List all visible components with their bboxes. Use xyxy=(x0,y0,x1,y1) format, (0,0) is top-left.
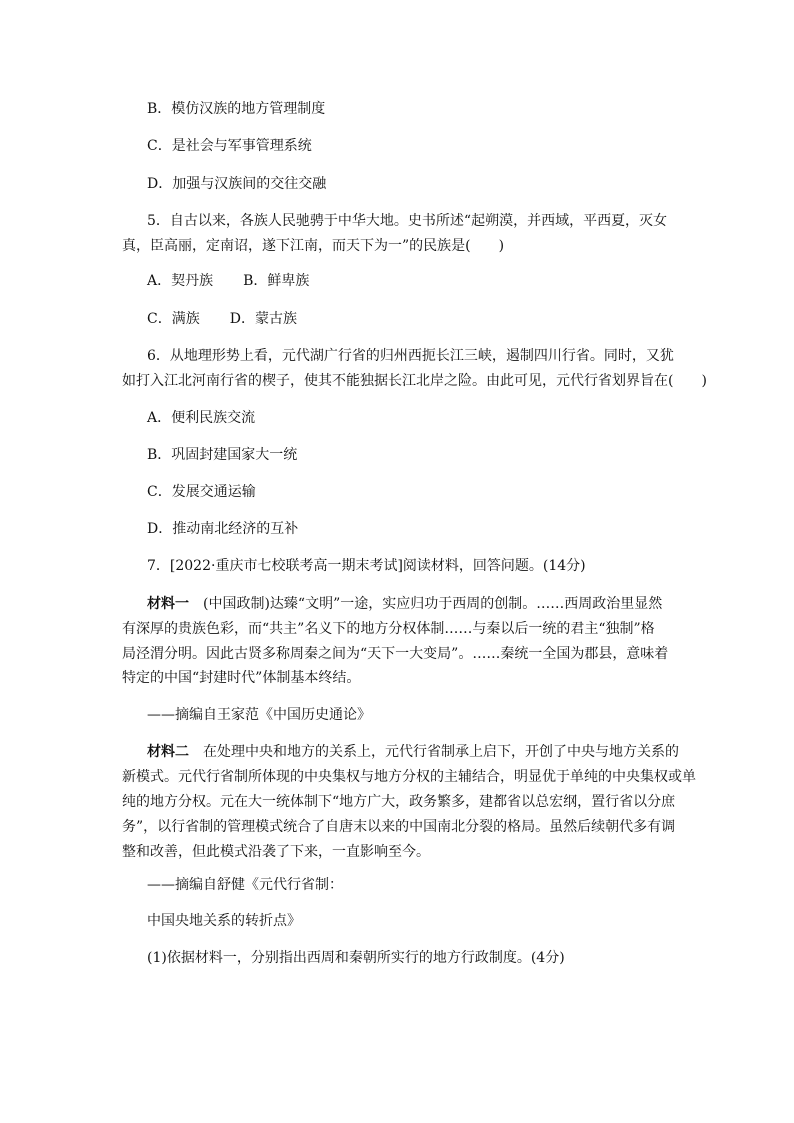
material-1-line-3: 局泾渭分明。因此古贤多称周秦之间为“天下一大变局”。……秦统一全国为郡县，意味着 xyxy=(122,646,669,662)
q5-option-a: A．契丹族 xyxy=(147,273,214,289)
q4-option-c: C．是社会与军事管理系统 xyxy=(147,138,312,154)
q7-stem: 7．[2022·重庆市七校联考高一期末考试]阅读材料，回答问题。(14分) xyxy=(147,558,586,574)
material-2-line-1 xyxy=(147,743,679,761)
q4-option-b: B．模仿汉族的地方管理制度 xyxy=(147,101,326,117)
material-2-text-1: 在处理中央和地方的关系上，元代行省制承上启下，开创了中央与地方关系的 xyxy=(189,744,679,760)
q5-stem-line-1: 5．自古以来，各族人民驰骋于中华大地。史书所述“起朔漠，并西域，平西夏，灭女 xyxy=(147,213,668,229)
material-2-line-3: 纯的地方分权。元在大一统体制下“地方广大，政务繁多，建都省以总宏纲，置行省以分庶 xyxy=(122,794,676,810)
q5-options-row-1 xyxy=(147,272,667,290)
material-2-line-2: 新模式。元代行省制所体现的中央集权与地方分权的主辅结合，明显优于单纯的中央集权或单 xyxy=(122,769,696,785)
material-1-source: ——摘编自王家范《中国历史通论》 xyxy=(147,707,371,723)
q6-stem-line-1: 6．从地理形势上看，元代湖广行省的归州西扼长江三峡，遏制四川行省。同时，又犹 xyxy=(147,348,674,364)
q6-option-b: B．巩固封建国家大一统 xyxy=(147,447,298,463)
q6-option-c: C．发展交通运输 xyxy=(147,484,256,500)
material-1-line-1 xyxy=(147,595,667,613)
q7-subquestion-1: (1)依据材料一，分别指出西周和秦朝所实行的地方行政制度。(4分) xyxy=(147,950,565,966)
q6-option-a: A．便利民族交流 xyxy=(147,410,256,426)
material-1-label: 材料一 xyxy=(147,596,189,612)
q4-option-d: D．加强与汉族间的交往交融 xyxy=(147,176,327,192)
material-1-text-1: (中国政制)达臻“文明”一途，实应归功于西周的创制。……西周政治里显然 xyxy=(189,596,663,612)
material-1-line-4: 特定的中国“封建时代”体制基本终结。 xyxy=(122,670,361,686)
material-2-source-line-2: 中国央地关系的转折点》 xyxy=(147,913,301,929)
q6-stem-line-2: 如打入江北河南行省的楔子，使其不能独据长江北岸之险。由此可见，元代行省划界旨在( ) xyxy=(122,373,707,389)
q5-option-c: C．满族 xyxy=(147,311,200,327)
material-2-label: 材料二 xyxy=(147,744,189,760)
q5-option-b: B．鲜卑族 xyxy=(243,273,310,289)
material-2-source-line-1: ——摘编自舒健《元代行省制： xyxy=(147,877,343,893)
material-2-line-4: 务”，以行省制的管理模式统合了自唐末以来的中国南北分裂的格局。虽然后续朝代多有调 xyxy=(122,819,676,835)
q5-option-d: D．蒙古族 xyxy=(229,311,297,327)
material-2-line-5: 整和改善，但此模式沿袭了下来，一直影响至今。 xyxy=(122,844,430,860)
q5-options-row-2 xyxy=(147,310,667,328)
q6-option-d: D．推动南北经济的互补 xyxy=(147,521,299,537)
material-1-line-2: 有深厚的贵族色彩，而“共主”名义下的地方分权体制……与秦以后一统的君主“独制”格 xyxy=(122,621,655,637)
q5-stem-line-2: 真，臣高丽，定南诏，遂下江南，而天下为一”的民族是( ) xyxy=(122,238,505,254)
